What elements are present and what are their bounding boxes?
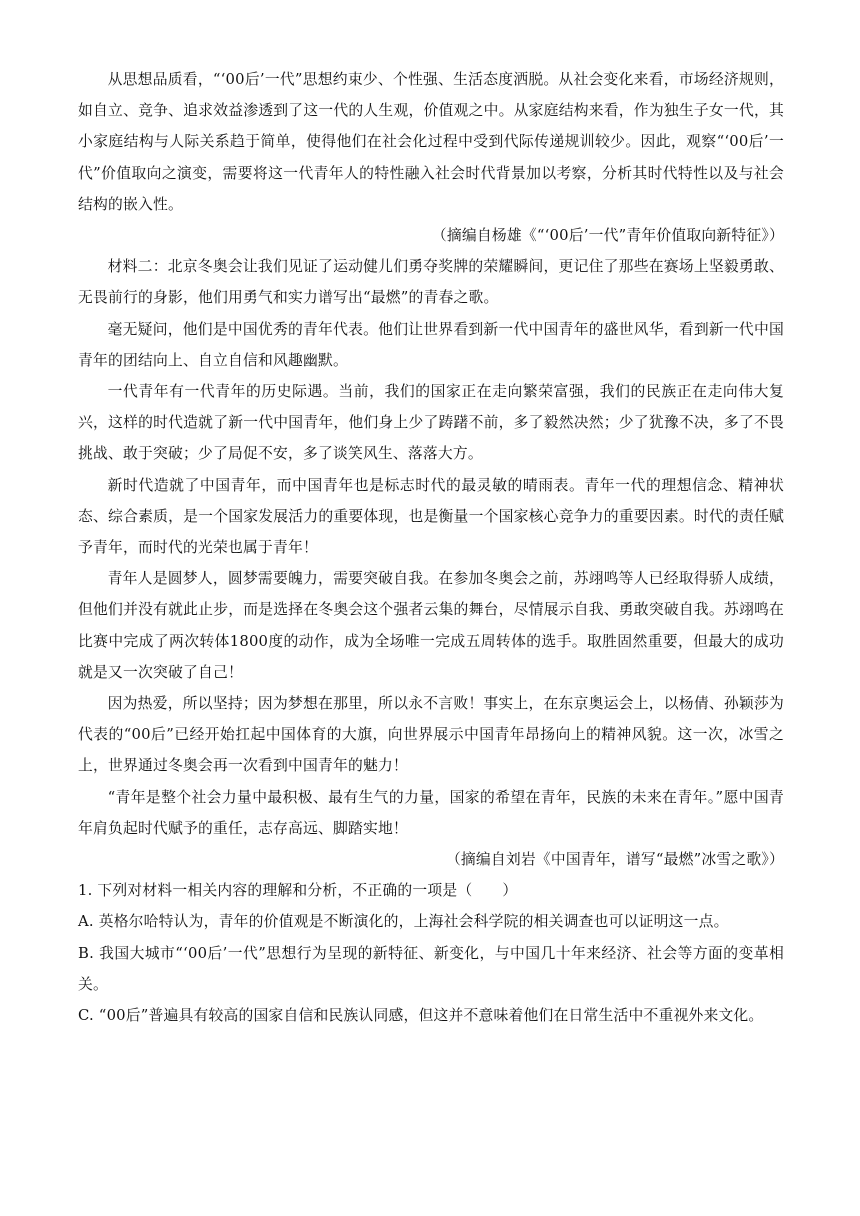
paragraph: 毫无疑问，他们是中国优秀的青年代表。他们让世界看到新一代中国青年的盛世风华，看到新一代中国青年的团结向上、自立自信和风趣幽默。 (78, 320, 784, 369)
paragraph: 从思想品质看，“‘00后’一代”思想约束少、个性强、生活态度洒脱。从社会变化来看，市场经济规则，如自立、竞争、追求效益渗透到了这一代的人生观，价值观之中。从家庭结构来看，作为独生子女一代，其小家庭结构与人际关系趋于简单，使得他们在社会化过程中受到代际传递规训较少。因此，观察“‘00后’一代”价值取向之演变，需要将这一代青年人的特性融入社会时代背景加以考察，分析其时代特性以及与社会结构的嵌入性。 (78, 71, 784, 213)
paragraph: 因为热爱，所以坚持；因为梦想在那里，所以永不言败！事实上，在东京奥运会上，以杨倩、孙颖莎为代表的“00后”已经开始扛起中国体育的大旗，向世界展示中国青年昂扬向上的精神风貌。这一次，冰雪之上，世界通过冬奥会再一次看到中国青年的魅力！ (78, 695, 784, 775)
paragraph: 一代青年有一代青年的历史际遇。当前，我们的国家正在走向繁荣富强，我们的民族正在走向伟大复兴，这样的时代造就了新一代中国青年，他们身上少了踌躇不前，多了毅然决然；少了犹豫不决，多了不畏挑战、敢于突破；少了局促不安，多了谈笑风生、落落大方。 (78, 383, 784, 463)
option-a: A. 英格尔哈特认为，青年的价值观是不断演化的，上海社会科学院的相关调查也可以证明这一点。 (78, 913, 729, 931)
question-stem: 1. 下列对材料一相关内容的理解和分析，不正确的一项是（ ） (78, 882, 518, 900)
paragraph: 材料二：北京冬奥会让我们见证了运动健儿们勇夺奖牌的荣耀瞬间，更记住了那些在赛场上坚毅勇敢、无畏前行的身影，他们用勇气和实力谱写出“最燃”的青春之歌。 (78, 258, 784, 307)
paragraph: 青年人是圆梦人，圆梦需要魄力，需要突破自我。在参加冬奥会之前，苏翊鸣等人已经取得骄人成绩，但他们并没有就此止步，而是选择在冬奥会这个强者云集的舞台，尽情展示自我、勇敢突破自我。苏翊鸣在比赛中完成了两次转体1800度的动作，成为全场唯一完成五周转体的选手。取胜固然重要，但最大的成功就是又一次突破了自己！ (78, 570, 784, 681)
option-c: C. “00后”普遍具有较高的国家自信和民族认同感，但这并不意味着他们在日常生活中不重视外来文化。 (78, 1007, 764, 1025)
paragraph: 新时代造就了中国青年，而中国青年也是标志时代的最灵敏的晴雨表。青年一代的理想信念、精神状态、综合素质，是一个国家发展活力的重要体现，也是衡量一个国家核心竞争力的重要因素。时代的责任赋予青年，而时代的光荣也属于青年！ (78, 476, 784, 557)
source-citation: （摘编自杨雄《“‘00后’一代”青年价值取向新特征》） (431, 227, 784, 245)
paragraph: “青年是整个社会力量中最积极、最有生气的力量，国家的希望在青年，民族的未来在青年。”愿中国青年肩负起时代赋予的重任，志存高远、脚踏实地！ (78, 788, 784, 837)
source-citation: （摘编自刘岩《中国青年，谱写“最燃”冰雪之歌》） (445, 851, 784, 869)
option-b: B. 我国大城市“‘00后’一代”思想行为呈现的新特征、新变化，与中国几十年来经济、社会等方面的变革相关。 (78, 944, 784, 993)
document-content (78, 64, 784, 1031)
